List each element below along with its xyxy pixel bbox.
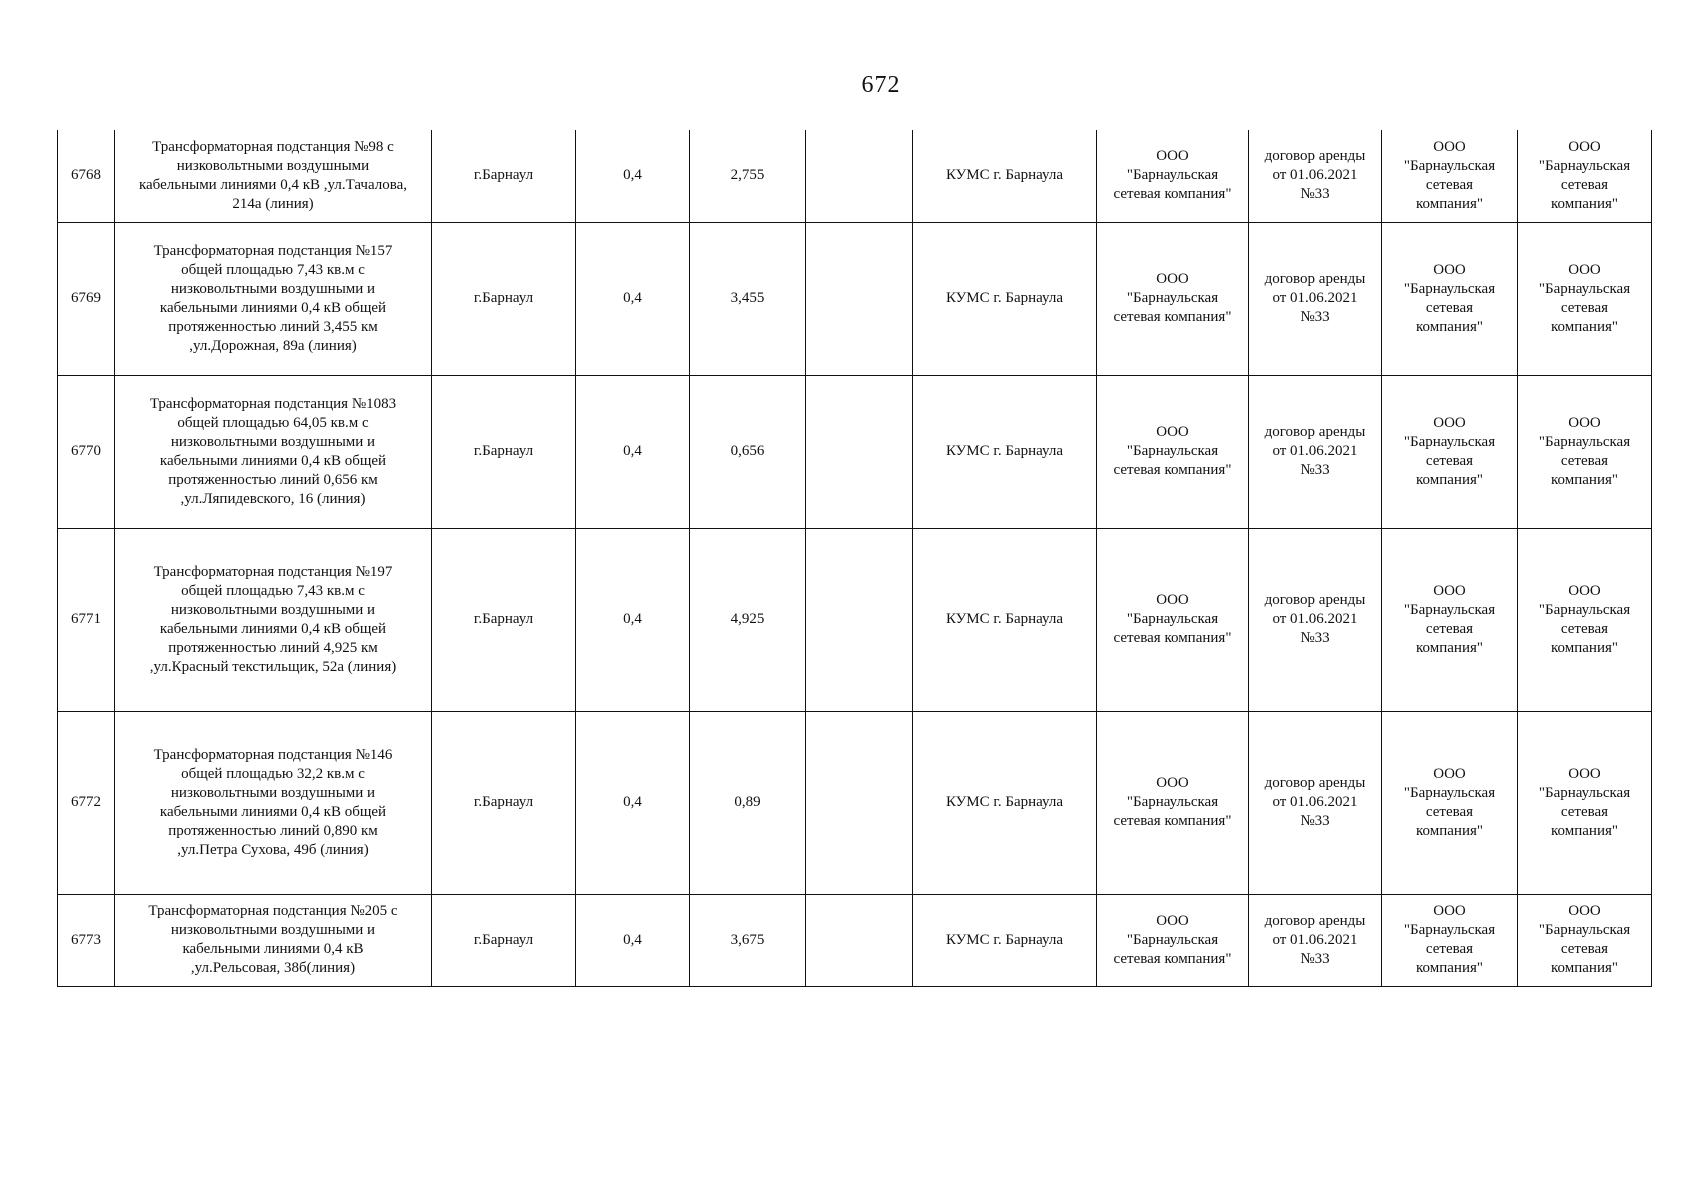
- cell-object-name: Трансформаторная подстанция №146 общей площадью 32,2 кв.м с низковольтными воздушными и кабельными линиями 0,4 кВ общей протяженностью линий 0,890 км ,ул.Петра Сухова, 49б (линия): [115, 711, 432, 894]
- cell-operator: ООО "Барнаульская сетевая компания": [1382, 130, 1518, 222]
- cell-holder: ООО "Барнаульская сетевая компания": [1097, 894, 1249, 986]
- cell-line-length: 0,656: [690, 375, 806, 528]
- cell-operator: ООО "Барнаульская сетевая компания": [1382, 222, 1518, 375]
- cell-registry-number: 6768: [58, 130, 115, 222]
- cell-holder: ООО "Барнаульская сетевая компания": [1097, 130, 1249, 222]
- cell-object-name: Трансформаторная подстанция №205 с низковольтными воздушными и кабельными линиями 0,4 кВ ,ул.Рельсовая, 38б(линия): [115, 894, 432, 986]
- cell-user: ООО "Барнаульская сетевая компания": [1518, 222, 1652, 375]
- cell-registry-number: 6773: [58, 894, 115, 986]
- table-row: [58, 528, 1652, 711]
- table-row: [58, 375, 1652, 528]
- table-row: [58, 894, 1652, 986]
- cell-voltage: 0,4: [576, 711, 690, 894]
- cell-empty: [806, 528, 913, 711]
- cell-object-name: Трансформаторная подстанция №197 общей площадью 7,43 кв.м с низковольтными воздушными и кабельными линиями 0,4 кВ общей протяженностью линий 4,925 км ,ул.Красный текстильщик, 52а (линия): [115, 528, 432, 711]
- cell-holder: ООО "Барнаульская сетевая компания": [1097, 222, 1249, 375]
- table-row: [58, 222, 1652, 375]
- cell-basis: договор аренды от 01.06.2021 №33: [1249, 130, 1382, 222]
- cell-registry-number: 6770: [58, 375, 115, 528]
- cell-registry-number: 6772: [58, 711, 115, 894]
- cell-object-name: Трансформаторная подстанция №98 с низковольтными воздушными кабельными линиями 0,4 кВ ,ул.Тачалова, 214а (линия): [115, 130, 432, 222]
- cell-empty: [806, 222, 913, 375]
- cell-user: ООО "Барнаульская сетевая компания": [1518, 711, 1652, 894]
- cell-voltage: 0,4: [576, 894, 690, 986]
- cell-voltage: 0,4: [576, 222, 690, 375]
- cell-user: ООО "Барнаульская сетевая компания": [1518, 375, 1652, 528]
- cell-operator: ООО "Барнаульская сетевая компания": [1382, 894, 1518, 986]
- cell-empty: [806, 130, 913, 222]
- cell-city: г.Барнаул: [432, 894, 576, 986]
- cell-operator: ООО "Барнаульская сетевая компания": [1382, 375, 1518, 528]
- cell-voltage: 0,4: [576, 130, 690, 222]
- cell-line-length: 3,455: [690, 222, 806, 375]
- cell-holder: ООО "Барнаульская сетевая компания": [1097, 528, 1249, 711]
- cell-line-length: 0,89: [690, 711, 806, 894]
- cell-owner: КУМС г. Барнаула: [913, 130, 1097, 222]
- cell-line-length: 2,755: [690, 130, 806, 222]
- cell-registry-number: 6769: [58, 222, 115, 375]
- cell-empty: [806, 711, 913, 894]
- cell-user: ООО "Барнаульская сетевая компания": [1518, 528, 1652, 711]
- cell-object-name: Трансформаторная подстанция №157 общей площадью 7,43 кв.м с низковольтными воздушными и кабельными линиями 0,4 кВ общей протяженностью линий 3,455 км ,ул.Дорожная, 89а (линия): [115, 222, 432, 375]
- cell-city: г.Барнаул: [432, 130, 576, 222]
- cell-empty: [806, 375, 913, 528]
- page-number: 672: [861, 72, 901, 98]
- cell-city: г.Барнаул: [432, 222, 576, 375]
- cell-operator: ООО "Барнаульская сетевая компания": [1382, 711, 1518, 894]
- table-row: [58, 711, 1652, 894]
- cell-basis: договор аренды от 01.06.2021 №33: [1249, 894, 1382, 986]
- cell-holder: ООО "Барнаульская сетевая компания": [1097, 375, 1249, 528]
- cell-owner: КУМС г. Барнаула: [913, 375, 1097, 528]
- cell-owner: КУМС г. Барнаула: [913, 894, 1097, 986]
- cell-operator: ООО "Барнаульская сетевая компания": [1382, 528, 1518, 711]
- cell-city: г.Барнаул: [432, 528, 576, 711]
- cell-object-name: Трансформаторная подстанция №1083 общей площадью 64,05 кв.м с низковольтными воздушными и кабельными линиями 0,4 кВ общей протяженностью линий 0,656 км ,ул.Ляпидевского, 16 (линия): [115, 375, 432, 528]
- cell-basis: договор аренды от 01.06.2021 №33: [1249, 528, 1382, 711]
- table-row: [58, 130, 1652, 222]
- cell-basis: договор аренды от 01.06.2021 №33: [1249, 711, 1382, 894]
- cell-voltage: 0,4: [576, 375, 690, 528]
- cell-owner: КУМС г. Барнаула: [913, 528, 1097, 711]
- cell-registry-number: 6771: [58, 528, 115, 711]
- cell-owner: КУМС г. Барнаула: [913, 711, 1097, 894]
- cell-user: ООО "Барнаульская сетевая компания": [1518, 130, 1652, 222]
- cell-basis: договор аренды от 01.06.2021 №33: [1249, 222, 1382, 375]
- cell-basis: договор аренды от 01.06.2021 №33: [1249, 375, 1382, 528]
- cell-city: г.Барнаул: [432, 375, 576, 528]
- cell-empty: [806, 894, 913, 986]
- registry-table: [57, 130, 1652, 987]
- cell-voltage: 0,4: [576, 528, 690, 711]
- cell-line-length: 4,925: [690, 528, 806, 711]
- cell-owner: КУМС г. Барнаула: [913, 222, 1097, 375]
- cell-line-length: 3,675: [690, 894, 806, 986]
- cell-city: г.Барнаул: [432, 711, 576, 894]
- cell-holder: ООО "Барнаульская сетевая компания": [1097, 711, 1249, 894]
- cell-user: ООО "Барнаульская сетевая компания": [1518, 894, 1652, 986]
